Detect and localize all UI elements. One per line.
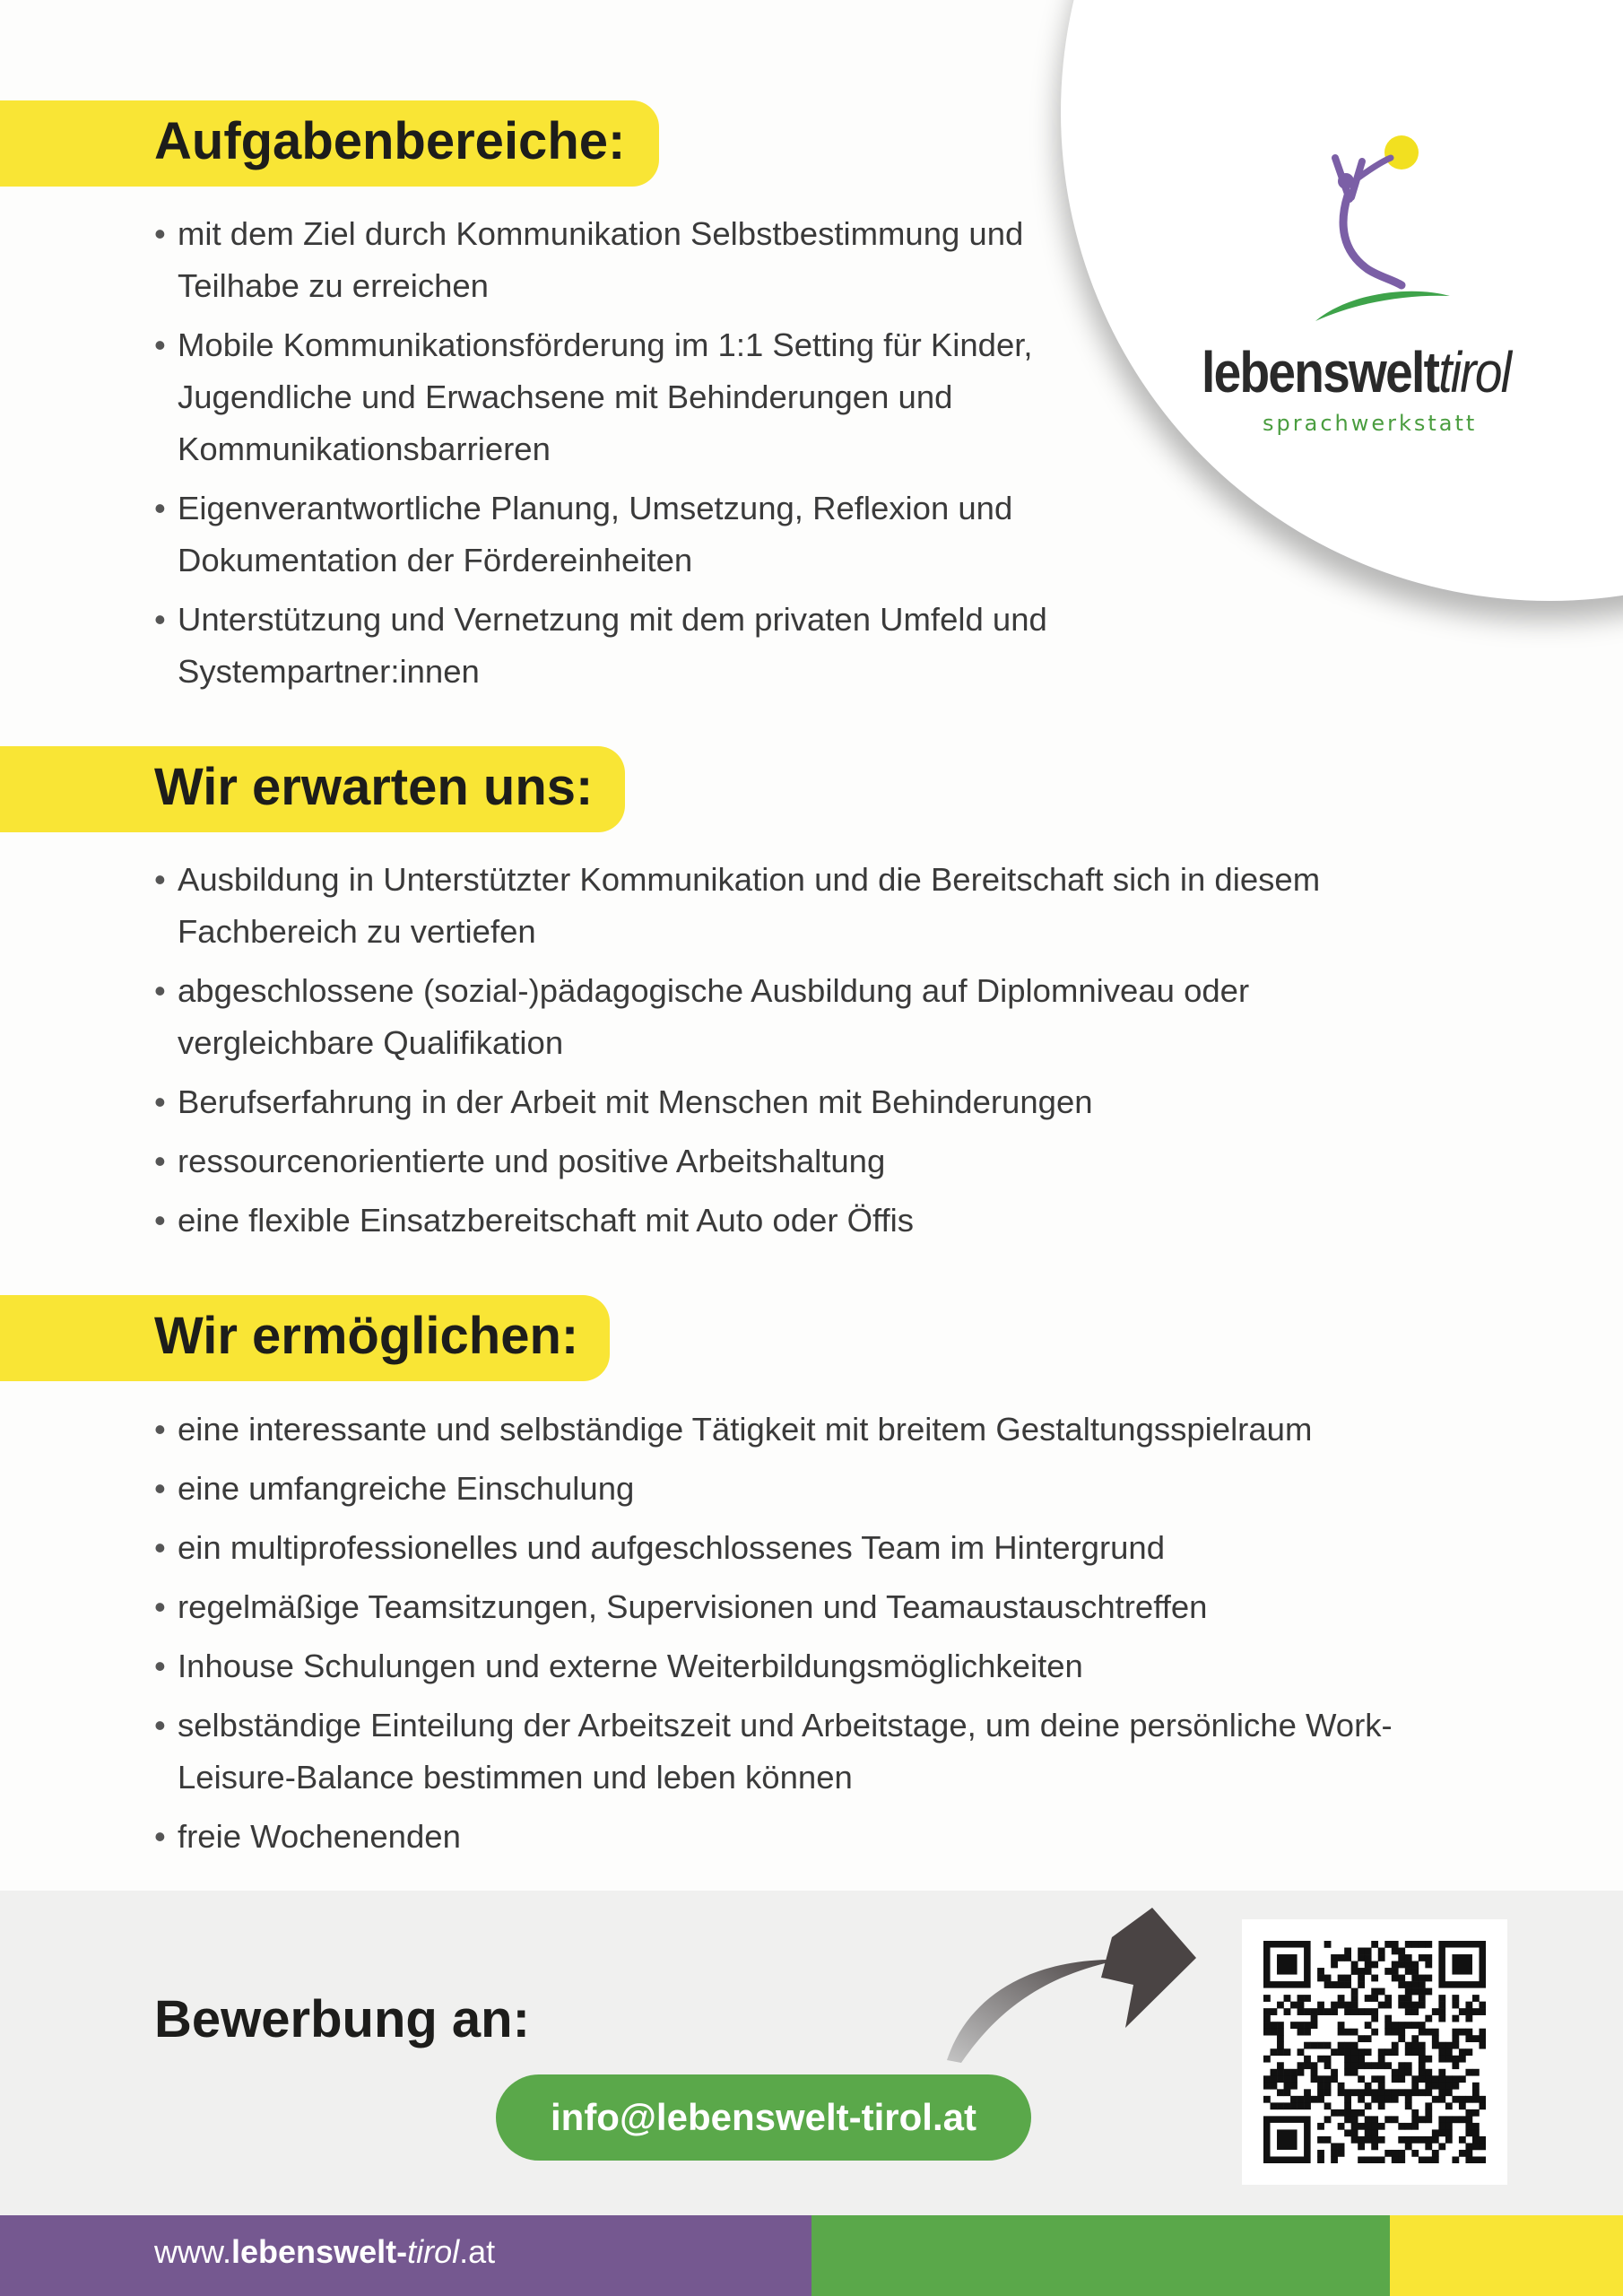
qr-code[interactable]	[1242, 1919, 1507, 2185]
expectations-list	[154, 854, 1320, 1254]
section-heading-expectations	[0, 746, 625, 832]
footer-green-band	[812, 2215, 1390, 2296]
logo-wordmark	[1202, 339, 1510, 405]
section-heading-tasks	[0, 100, 659, 187]
list-item: • abgeschlossene (sozial-)pädagogische Ausbildung auf Diplomniveau oder vergleichbare Qualifikation	[154, 965, 1320, 1069]
list-item: • mit dem Ziel durch Kommunikation Selbstbestimmung und Teilhabe zu erreichen	[154, 208, 1047, 312]
logo-figure-icon	[1305, 126, 1466, 332]
list-item: • eine umfangreiche Einschulung	[154, 1463, 1393, 1515]
section-title: Wir ermöglichen:	[154, 1307, 579, 1365]
logo-subtitle: sprachwerkstatt	[1263, 411, 1478, 436]
list-item: • eine flexible Einsatzbereitschaft mit Auto oder Öffis	[154, 1195, 1320, 1247]
list-item: • ressourcenorientierte und positive Arbeitshaltung	[154, 1135, 1320, 1187]
list-item: • Ausbildung in Unterstützter Kommunikation und die Bereitschaft sich in diesem Fachbereich zu vertiefen	[154, 854, 1320, 958]
list-item: • ein multiprofessionelles und aufgeschlossenes Team im Hintergrund	[154, 1522, 1393, 1574]
list-item: • Eigenverantwortliche Planung, Umsetzung, Reflexion und Dokumentation der Fördereinheiten	[154, 483, 1047, 587]
qr-code-icon	[1263, 1941, 1486, 2163]
footer-yellow-band	[1390, 2215, 1623, 2296]
section-heading-benefits	[0, 1295, 610, 1381]
section-title: Wir erwarten uns:	[154, 758, 594, 816]
footer-bar	[0, 2215, 1623, 2296]
list-item: • Berufserfahrung in der Arbeit mit Menschen mit Behinderungen	[154, 1076, 1320, 1128]
email-button[interactable]: info@lebenswelt-tirol.at	[496, 2074, 1031, 2161]
section-title: Aufgabenbereiche:	[154, 112, 626, 170]
list-item: • eine interessante und selbständige Tätigkeit mit breitem Gestaltungsspielraum	[154, 1404, 1393, 1456]
list-item: • Unterstützung und Vernetzung mit dem privaten Umfeld und Systempartner:innen	[154, 594, 1047, 698]
website-link[interactable]: www.lebenswelt-tirol.at	[154, 2233, 496, 2270]
logo-brand-bold: lebenswelt	[1202, 340, 1439, 404]
benefits-list	[154, 1404, 1393, 1870]
list-item: • Inhouse Schulungen und externe Weiterbildungsmöglichkeiten	[154, 1640, 1393, 1692]
list-item: • freie Wochenenden	[154, 1811, 1393, 1863]
tasks-list	[154, 208, 1047, 705]
list-item: • Mobile Kommunikationsförderung im 1:1 Setting für Kinder, Jugendliche und Erwachsene mit Behinderungen und Kommunikationsbarrieren	[154, 319, 1047, 475]
list-item: • selbständige Einteilung der Arbeitszeit und Arbeitstage, um deine persönliche Work- Leisure-Balance bestimmen und leben können	[154, 1700, 1393, 1804]
list-item: • regelmäßige Teamsitzungen, Supervisionen und Teamaustauschtreffen	[154, 1581, 1393, 1633]
logo-brand-italic: tirol	[1438, 340, 1511, 404]
arrow-icon	[942, 1906, 1202, 2085]
application-title: Bewerbung an:	[154, 1990, 530, 2048]
